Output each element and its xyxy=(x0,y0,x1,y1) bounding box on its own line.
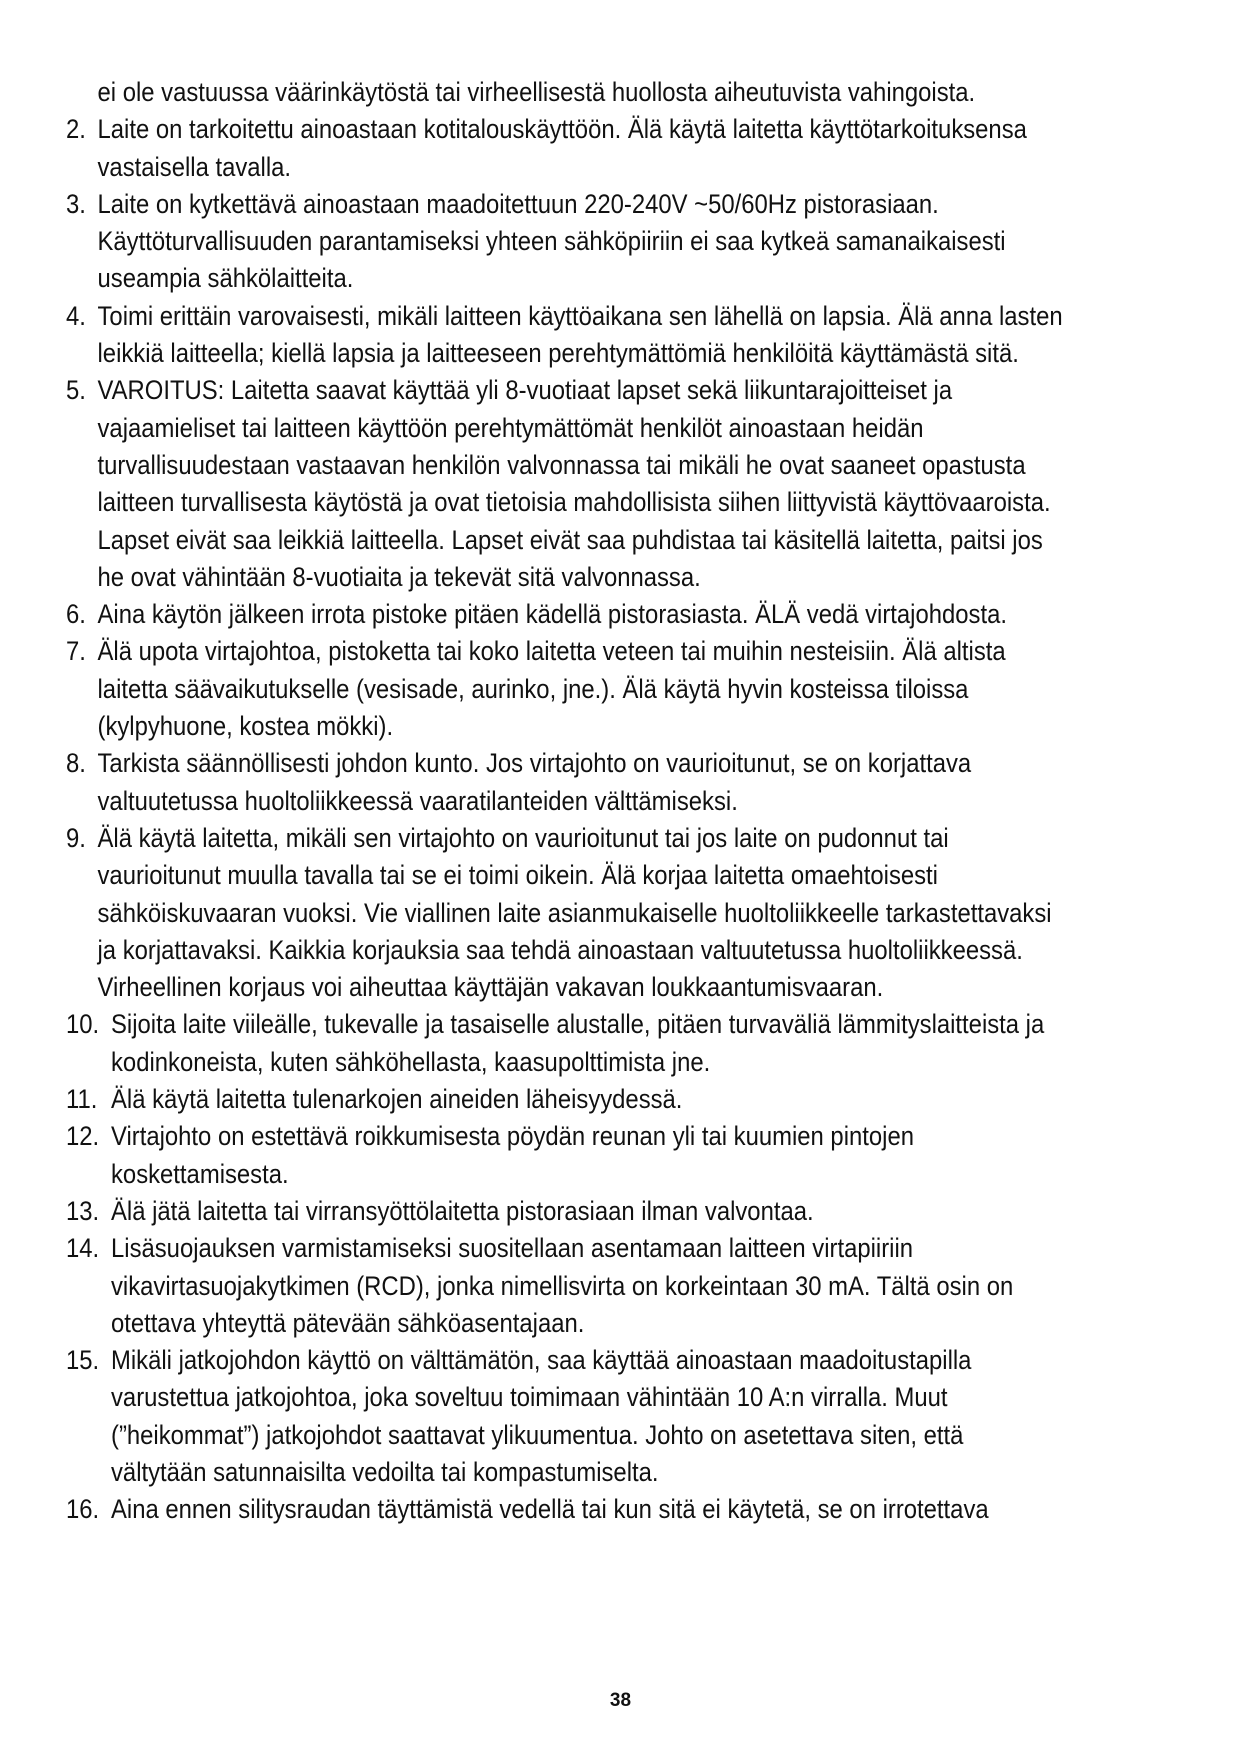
item-text: Sijoita laite viileälle, tukevalle ja tasaiselle alustalle, pitäen turvaväliä lämmityslaitteista ja kodinkoneista, kuten sähköhellasta, kaasupolttimista jne. xyxy=(111,1009,1045,1077)
item-number: 7. xyxy=(66,636,86,667)
item-text: Laite on kytkettävä ainoastaan maadoitettuun 220-240V ~50/60Hz pistorasiaan. Käyttöturvallisuuden parantamiseksi yhteen sähköpiiriin ei saa kytkeä samanaikaisesti useampia sähkölaitteita. xyxy=(97,188,1006,294)
list-item xyxy=(66,1006,1065,1081)
item-number: 3. xyxy=(66,188,86,219)
item-number: 15. xyxy=(66,1345,100,1376)
page-number: 38 xyxy=(609,1690,632,1711)
item-number: 10. xyxy=(66,1009,100,1040)
item-number: 4. xyxy=(66,300,86,331)
list-item xyxy=(66,1342,1065,1491)
list-item xyxy=(66,111,1065,186)
list-item xyxy=(66,596,1065,633)
item-number: 13. xyxy=(66,1195,100,1226)
item-text: Älä käytä laitetta tulenarkojen aineiden läheisyydessä. xyxy=(111,1084,683,1115)
item-text: Aina käytön jälkeen irrota pistoke pitäen kädellä pistorasiasta. ÄLÄ vedä virtajohdosta. xyxy=(97,599,1007,630)
item-number: 12. xyxy=(66,1121,100,1152)
item-text: Älä jätä laitetta tai virransyöttölaitetta pistorasiaan ilman valvontaa. xyxy=(111,1195,814,1226)
list-item xyxy=(66,1081,1065,1118)
list-item xyxy=(66,372,1065,596)
list-item xyxy=(66,633,1065,745)
item-text: Aina ennen silitysraudan täyttämistä vedellä tai kun sitä ei käytetä, se on irrotettava xyxy=(111,1494,989,1525)
item-number: 5. xyxy=(66,375,86,406)
item-text: Älä upota virtajohtoa, pistoketta tai koko laitetta veteen tai muihin nesteisiin. Älä altista laitetta säävaikutukselle (vesisade, aurinko, jne.). Älä käytä hyvin kosteissa tiloissa (kylpyhuone, kostea mökki). xyxy=(97,636,1006,742)
list-item xyxy=(66,1193,1065,1230)
item-number: 14. xyxy=(66,1233,100,1264)
list-item xyxy=(66,1118,1065,1193)
list-item xyxy=(66,186,1065,298)
item-text: VAROITUS: Laitetta saavat käyttää yli 8-vuotiaat lapset sekä liikuntarajoitteiset ja vajaamieliset tai laitteen käyttöön perehtymättömät henkilöt ainoastaan heidän turvallisuudestaan vastaavan henkilön valvonnassa tai mikäli he ovat saaneet opastusta laitteen turvallisesta käytöstä ja ovat tietoisia mahdollisista siihen liittyvistä käyttövaaroista. Lapset eivät saa leikkiä laitteella. Lapset eivät saa puhdistaa tai käsitellä laitetta, paitsi jos he ovat vähintään 8-vuotiaita ja tekevät sitä valvonnassa. xyxy=(97,375,1051,592)
item-text: Toimi erittäin varovaisesti, mikäli laitteen käyttöaikana sen lähellä on lapsia. Älä anna lasten leikkiä laitteella; kiellä lapsia ja laitteeseen perehtymättömiä henkilöitä käyttämästä sitä. xyxy=(97,300,1063,369)
item-number: 16. xyxy=(66,1494,100,1525)
item-number: 8. xyxy=(66,748,86,779)
item-text: Mikäli jatkojohdon käyttö on välttämätön, saa käyttää ainoastaan maadoitustapilla varustettua jatkojohtoa, joka soveltuu toimimaan vähintään 10 A:n virralla. Muut (”heikommat”) jatkojohdot saattavat ylikuumentua. Johto on asetettava siten, että vältytään satunnaisilta vedoilta tai kompastumiselta. xyxy=(111,1345,972,1487)
list-item xyxy=(66,298,1065,373)
item-number: 2. xyxy=(66,114,86,145)
item-text: Älä käytä laitetta, mikäli sen virtajohto on vaurioitunut tai jos laite on pudonnut tai vaurioitunut muulla tavalla tai se ei toimi oikein. Älä korjaa laitetta omaehtoisesti sähköiskuvaaran vuoksi. Vie viallinen laite asianmukaiselle huoltoliikkeelle tarkastettavaksi ja korjattavaksi. Kaikkia korjauksia saa tehdä ainoastaan valtuutetussa huoltoliikkeessä. Virheellinen korjaus voi aiheuttaa käyttäjän vakavan loukkaantumisvaaran. xyxy=(97,822,1052,1003)
item-text: Tarkista säännöllisesti johdon kunto. Jos virtajohto on vaurioitunut, se on korjattava valtuutetussa huoltoliikkeessä vaaratilanteiden välttämiseksi. xyxy=(97,748,972,816)
item-number: 6. xyxy=(66,599,86,630)
item-text: Virtajohto on estettävä roikkumisesta pöydän reunan yli tai kuumien pintojen koskettamisesta. xyxy=(111,1121,914,1189)
instruction-list xyxy=(66,111,1065,1528)
list-item xyxy=(66,1230,1065,1342)
list-item xyxy=(66,1491,1065,1528)
item-number: 9. xyxy=(66,822,86,853)
item-text: Lisäsuojauksen varmistamiseksi suositellaan asentamaan laitteen virtapiiriin vikavirtasuojakytkimen (RCD), jonka nimellisvirta on korkeintaan 30 mA. Tältä osin on otettava yhteyttä pätevään sähköasentajaan. xyxy=(111,1233,1014,1338)
item-number: 11. xyxy=(66,1084,98,1115)
item-text: Laite on tarkoitettu ainoastaan kotitalouskäyttöön. Älä käytä laitetta käyttötarkoituksensa vastaisella tavalla. xyxy=(97,114,1027,182)
list-item xyxy=(66,820,1065,1006)
safety-instructions xyxy=(66,74,1065,1529)
continuation-paragraph: ei ole vastuussa väärinkäytöstä tai virheellisestä huollosta aiheutuvista vahingoista. xyxy=(97,77,976,107)
list-item xyxy=(66,745,1065,820)
